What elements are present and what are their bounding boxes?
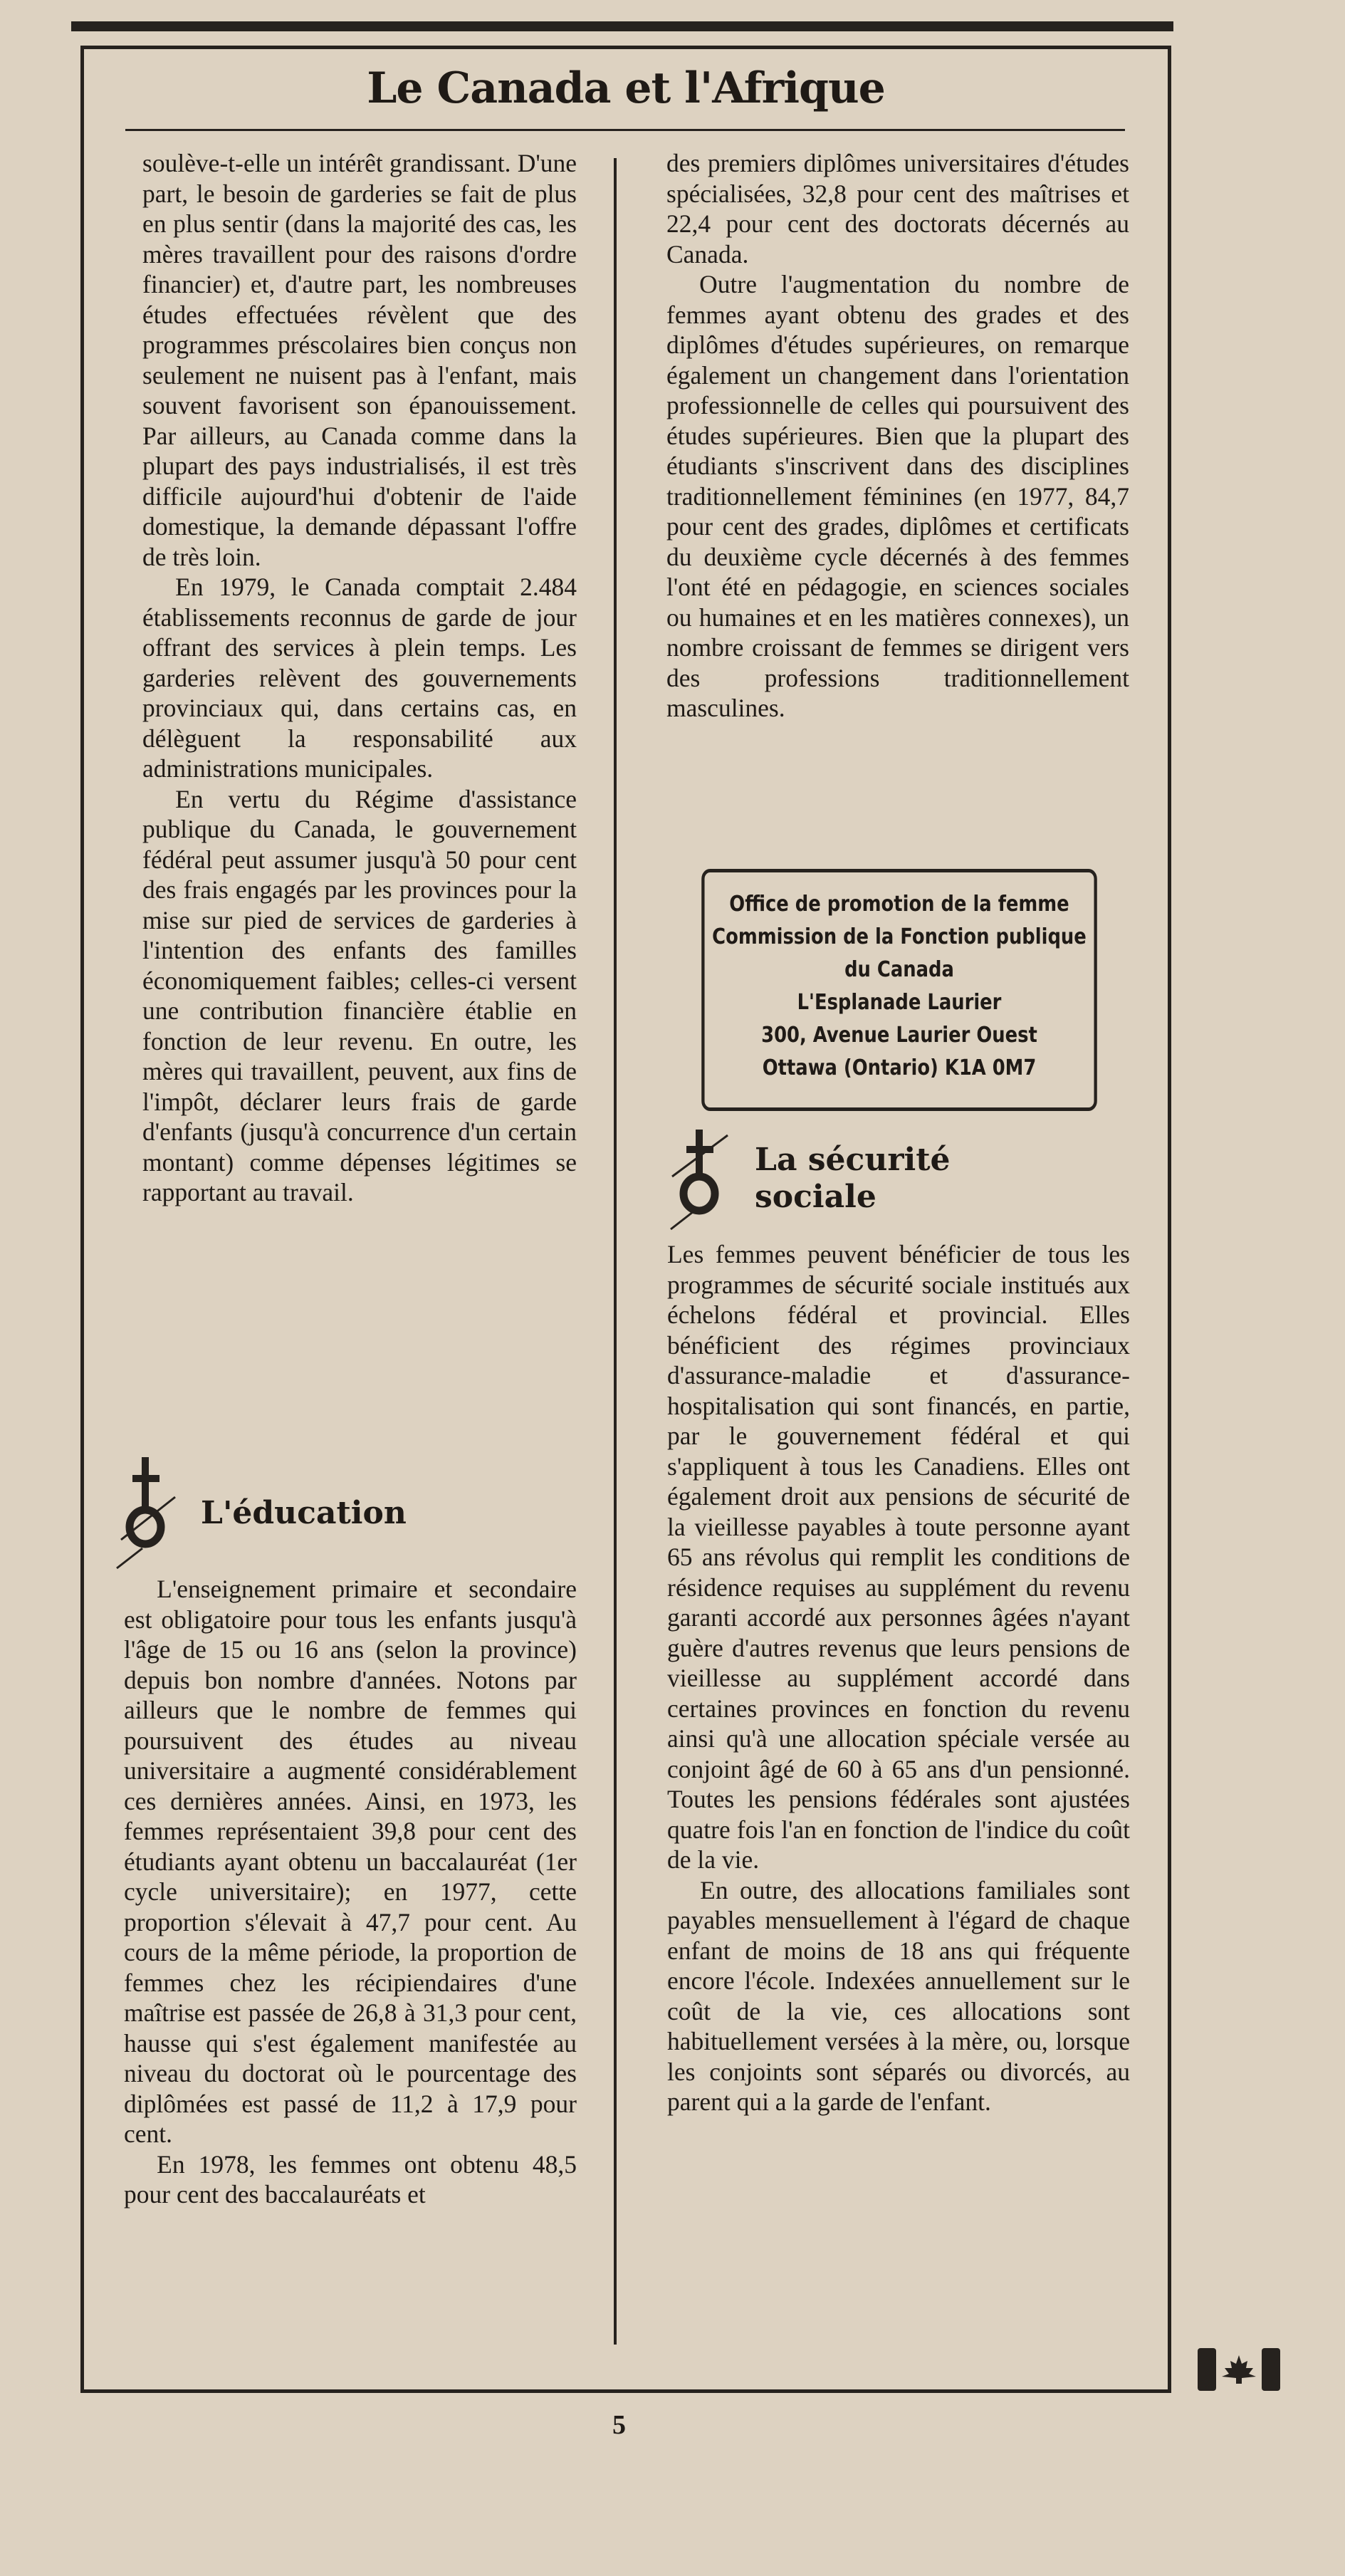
address-line: Ottawa (Ontario) K1A 0M7 (762, 1055, 1037, 1080)
section-title: La sécurité (755, 1142, 951, 1178)
header-rule (125, 129, 1125, 131)
column-1-bottom (124, 1574, 577, 2210)
address-line: L'Esplanade Laurier (797, 990, 1002, 1015)
column-divider (614, 158, 617, 2345)
paragraph: Outre l'augmentation du nombre de femmes ayant obtenu des grades et des diplômes d'études supérieures, on remarque également un changement dans l'orientation professionnelle de celles qui poursuivent des études supérieures. Bien que la plupart des étudiants s'inscrivent dans des disciplines traditionnellement féminines (en 1977, 84,7 pour cent des grades, diplômes et certificats du deuxième cycle décernés à des femmes l'ont été en pédagogie, en sciences sociales ou humaines et en les matières connexes), un nombre croissant de femmes se dirigent vers des professions traditionnellement masculines. (666, 270, 1129, 722)
female-symbol-icon (668, 1125, 736, 1232)
section-title: sociale (755, 1179, 876, 1215)
address-line: 300, Avenue Laurier Ouest (761, 1023, 1037, 1048)
female-symbol-icon (114, 1453, 182, 1574)
paragraph: soulève-t-elle un intérêt grandissant. D'une part, le besoin de garderies se fait de plus en plus sentir (dans la majorité des cas, les mères travaillent pour des raisons d'ordre financier) et, d'autre part, les nombreuses études effectuées révèlent que des programmes préscolaires bien conçus non seulement ne nuisent pas à l'enfant, mais souvent favorisent son épanouissement. Par ailleurs, au Canada comme dans la plupart des pays industrialisés, il est très difficile aujourd'hui d'obtenir de l'aide domestique, la demande dépassant l'offre de très loin. (142, 149, 577, 571)
paragraph: des premiers diplômes universitaires d'études spécialisées, 32,8 pour cent des maîtrises et 22,4 pour cent des doctorats décernés au Canada. (666, 149, 1129, 268)
section-title: L'éducation (201, 1495, 407, 1531)
column-1-top (142, 148, 577, 1208)
top-rule (71, 21, 1173, 31)
column-2-top (666, 148, 1129, 724)
paragraph: En 1979, le Canada comptait 2.484 établissements reconnus de garde de jour offrant des services à plein temps. Les garderies relèvent des gouvernements provinciaux qui, dans certains cas, en délèguent la responsabilité aux administrations municipales. (142, 573, 577, 783)
contact-address-box (701, 869, 1097, 1111)
address-line: du Canada (844, 957, 954, 982)
page-title: Le Canada et l'Afrique (367, 63, 885, 113)
section-heading-social-security (668, 1125, 951, 1232)
paragraph: L'enseignement primaire et secondaire est obligatoire pour tous les enfants jusqu'à l'âge de 15 ou 16 ans (selon la province) depuis bon nombre d'années. Notons par ailleurs que le nombre de femmes qui poursuivent des études au niveau universitaire a augmenté considérablement ces dernières années. Ainsi, en 1973, les femmes représentaient 39,8 pour cent des étudiants ayant obtenu un baccalauréat (1er cycle universitaire); en 1977, cette proportion s'élevait à 47,7 pour cent. Au cours de la même période, la proportion de femmes chez les récipiendaires d'une maîtrise est passée de 26,8 à 31,3 pour cent, hausse qui s'est également manifestée au niveau du doctorat où le pourcentage des diplômées est passé de 11,2 à 17,9 pour cent. (124, 1575, 577, 2148)
section-heading-education (114, 1453, 407, 1574)
address-line: Office de promotion de la femme (729, 892, 1069, 917)
paragraph: Les femmes peuvent bénéficier de tous les programmes de sécurité sociale institués aux échelons fédéral et provincial. Elles bénéficient des régimes provinciaux d'assurance-maladie et d'assurance-hospitalisation qui sont financés, en partie, par le gouvernement fédéral et qui s'appliquent à tous les Canadiens. Elles ont également droit aux pensions de sécurité de la vieillesse payables à toute personne ayant 65 ans révolus qui remplit les conditions de résidence requises au supplément du revenu garanti accordé aux personnes âgées n'ayant guère d'autres revenus que leurs pensions de vieillesse au supplément accordé dans certaines provinces en fonction du revenu ainsi qu'à une allocation spéciale versée au conjoint âgé de 60 à 65 ans d'un pensionné. Toutes les pensions fédérales sont ajustées quatre fois l'an en fonction de l'indice du coût de la vie. (667, 1240, 1130, 1874)
column-2-bottom (667, 1239, 1130, 2117)
address-line: Commission de la Fonction publique (712, 924, 1087, 949)
canada-wordmark-icon (1196, 2347, 1282, 2392)
paragraph: En 1978, les femmes ont obtenu 48,5 pour cent des baccalauréats et (124, 2149, 577, 2209)
paragraph: En vertu du Régime d'assistance publique du Canada, le gouvernement fédéral peut assumer jusqu'à 50 pour cent des frais engagés par les provinces pour la mise sur pied de services de garderies à l'intention des enfants des familles économiquement faibles; celles-ci versent une contribution financière établie en fonction de leur revenu. En outre, les mères qui travaillent, peuvent, aux fins de l'impôt, déclarer leurs frais de garde d'enfants (jusqu'à concurrence d'un certain montant) comme dépenses légitimes se rapportant au travail. (142, 784, 577, 1206)
page-number: 5 (612, 2410, 626, 2440)
paragraph: En outre, des allocations familiales sont payables mensuellement à l'égard de chaque enfant de moins de 18 ans qui fréquente encore l'école. Indexées annuellement sur le coût de la vie, ces allocations sont habituellement versées à la mère, ou, lorsque les conjoints sont séparés ou divorcés, au parent qui a la garde de l'enfant. (667, 1875, 1130, 2116)
